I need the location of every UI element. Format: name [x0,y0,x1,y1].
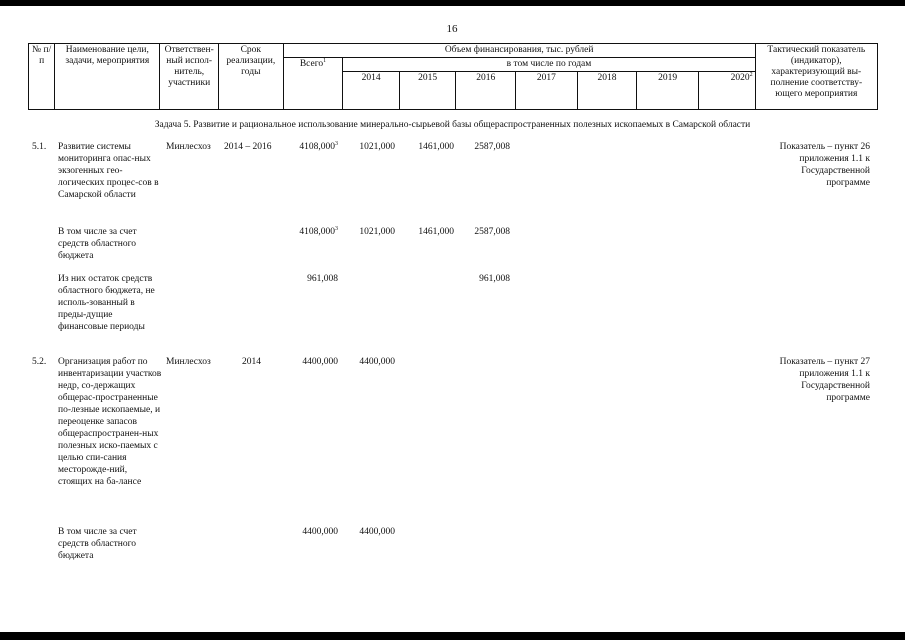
row-term: 2014 – 2016 [224,142,272,152]
header-responsible: Ответствен-ный испол-нитель, участники [160,44,219,110]
row-number: 5.2. [32,357,47,367]
header-volume: Объем финансирования, тыс. рублей [283,44,755,58]
page-number: 16 [446,23,458,35]
header-name: Наименование цели, задачи, мероприятия [55,44,160,110]
row-value-2014: 1021,000 [359,142,395,152]
row-total: 4108,000$^3$ [299,225,338,237]
header-table [28,43,878,110]
header-indicator: Тактический показатель (индикатор), характеризующий вы-полнение соответству-ющего мероприятия [755,44,877,110]
header-year-2016: 2016 [456,72,516,110]
row-total: 4108,000$^3$ [299,140,338,152]
row-total: 961,008 [307,274,338,284]
row-value-2014: 4400,000 [359,357,395,367]
header-year-2017: 2017 [516,72,578,110]
top-border-bar [0,0,905,6]
row-responsible: Минлесхоз [166,142,211,152]
bottom-border-bar [0,632,905,640]
header-year-2014: 2014 [343,72,400,110]
header-year-2015: 2015 [399,72,456,110]
row-total: 4400,000 [302,357,338,367]
header-year-2019: 2019 [637,72,699,110]
header-total: Всего$^1$ [283,58,343,110]
header-num: № п/п [29,44,55,110]
row-term: 2014 [242,357,261,367]
header-term: Срок реализации, годы [218,44,283,110]
row-value-2014: 1021,000 [359,227,395,237]
row-name: Из них остаток средств областного бюджета, не исполь-зованный в преды-дущие финансовые периоды [58,274,155,332]
row-number: 5.1. [32,142,47,152]
row-value-2016: 2587,008 [474,227,510,237]
row-indicator: Показатель – пункт 26 приложения 1.1 к Государственной программе [779,142,870,188]
header-year-2018: 2018 [577,72,637,110]
row-responsible: Минлесхоз [166,357,211,367]
task-title: Задача 5. Развитие и рациональное использование минерально-сырьевой базы общераспространенных полезных ископаемых в Самарской области [154,120,751,130]
row-name: Организация работ по инвентаризации участков недр, со-держащих общерас-пространенные по-лезные ископаемые, и переоценке запасов общераспространен-ных полезных иско-паемых с целью спи-сания месторожде-ний, стоящих на ба-лансе [58,357,162,487]
header-by-years: в том числе по годам [343,58,755,72]
row-value-2014: 4400,000 [359,527,395,537]
row-value-2016: 2587,008 [474,142,510,152]
row-indicator: Показатель – пункт 27 приложения 1.1 к Государственной программе [779,357,870,403]
row-value-2016: 961,008 [479,274,510,284]
row-name: В том числе за счет средств областного бюджета [58,227,137,261]
header-year-2020: 2020$^2$ [699,72,756,110]
row-value-2015: 1461,000 [418,142,454,152]
row-name: В том числе за счет средств областного бюджета [58,527,137,561]
row-total: 4400,000 [302,527,338,537]
row-name: Развитие системы мониторинга опас-ных экзогенных гео-логических процес-сов в Самарской области [58,142,159,200]
row-value-2015: 1461,000 [418,227,454,237]
